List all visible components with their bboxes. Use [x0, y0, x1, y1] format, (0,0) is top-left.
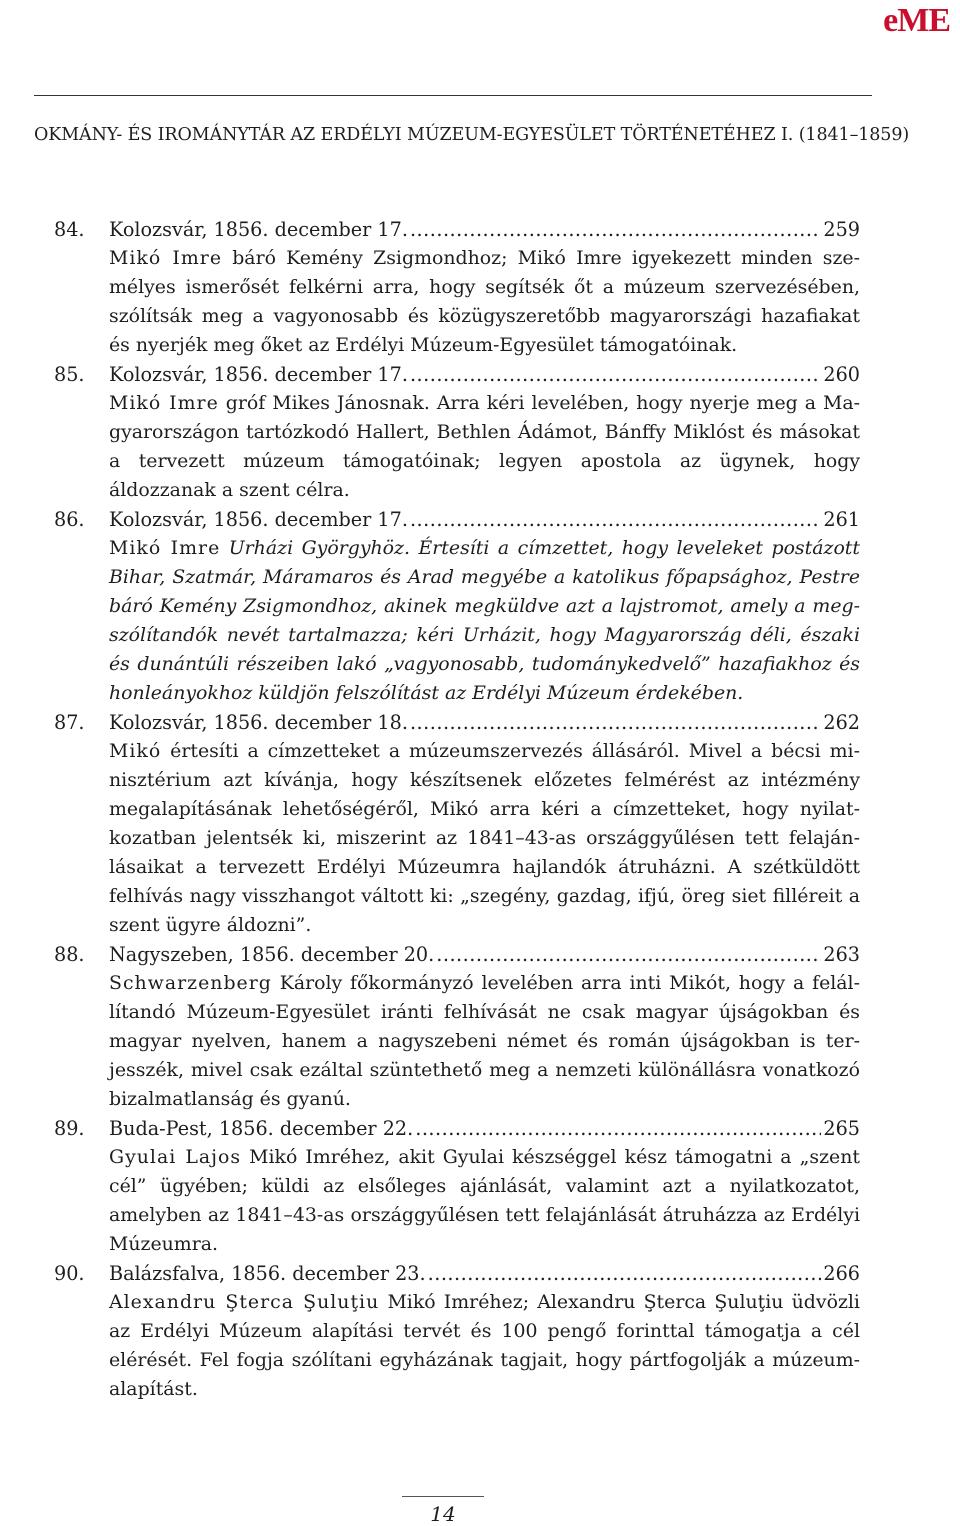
entry-place-date: Kolozsvár, 1856. december 18.	[109, 711, 408, 734]
dot-leader	[410, 505, 821, 534]
entry-summary: Mikó Imréhez, akit Gyulai készséggel kész támogatni a „szent cél” ügyében; küldi az elsőleges ajánlását, valamint azt a nyilatkozatot, amelyben az 1841–43-as országgyűlésen tett felajánlását átruházza az Erdélyi Múzeumra.	[109, 1146, 860, 1255]
entry-sender: Schwarzenberg	[109, 972, 272, 994]
entry-number: 85.	[54, 363, 85, 386]
footer-rule	[402, 1496, 484, 1497]
dot-leader	[436, 940, 821, 969]
toc-entry-84	[54, 215, 860, 360]
entry-sender: Mikó Imre	[109, 392, 219, 414]
publisher-logo: eME	[883, 2, 950, 39]
entry-description	[109, 1143, 860, 1259]
toc-entry-90	[54, 1259, 860, 1404]
entry-sender: Mikó Imre	[109, 247, 222, 269]
entry-place-date: Kolozsvár, 1856. december 17.	[109, 508, 408, 531]
entry-description	[109, 534, 860, 708]
dot-leader	[415, 1114, 821, 1143]
entry-number: 90.	[54, 1262, 85, 1285]
entry-number: 87.	[54, 711, 85, 734]
entry-number: 84.	[54, 218, 85, 241]
entry-summary: Értesíti a címzettet, hogy leveleket postázott Bihar, Szatmár, Máramaros és Arad megyébe a katolikus főpapsághoz, Pestre báró Kemény Zsigmondhoz, akinek megküldve azt a lajstromot, amely a megszólítandók nevét tartalmazza; kéri Urházit, hogy Magyarország déli, északi és dunántúli részeiben lakó „vagyonosabb, tudománykedvelő” hazafiakhoz és honleányokhoz küldjön felszólítást az Erdélyi Múzeum érdekében.	[109, 537, 860, 704]
toc-entry-86	[54, 505, 860, 708]
entry-sender: Gyulai Lajos	[109, 1146, 242, 1168]
entry-page: 261	[823, 508, 860, 531]
entry-description	[109, 737, 860, 940]
page-number: 14	[430, 1502, 456, 1526]
entry-recipient: gróf Mikes Jánosnak.	[225, 392, 430, 414]
entry-description	[109, 969, 860, 1114]
dot-leader	[410, 708, 821, 737]
entry-number: 89.	[54, 1117, 85, 1140]
entry-summary: Arra kéri levelében, hogy nyerje meg a Magyarországon tartózkodó Hallert, Bethlen Ádámot, Bánffy Miklóst és másokat a tervezett múzeum támogatóinak; legyen apostola az ügynek, hogy áldozzanak a szent célra.	[109, 392, 860, 501]
header-rule	[34, 95, 872, 96]
entry-page: 260	[823, 363, 860, 386]
entry-summary: Károly főkormányzó levelében arra inti Mikót, hogy a felállítandó Múzeum-Egyesület iránti felhívását ne csak magyar újságokban és magyar nyelven, hanem a nagyszebeni német és román újságokban is terjesszék, mivel csak ezáltal szüntethető meg a nemzeti különállásra vonatkozó bizalmatlanság és gyanú.	[109, 972, 860, 1110]
entry-summary: báró Kemény Zsigmondhoz; Mikó Imre igyekezett minden személyes ismerősét felkérni arra, hogy segítsék őt a múzeum szervezésében, szólítsák meg a vagyonosabb és közügyszeretőbb magyarországi hazafiakat és nyerjék meg őket az Erdélyi Múzeum-Egyesület támogatóinak.	[109, 247, 860, 356]
entry-place-date: Kolozsvár, 1856. december 17.	[109, 363, 408, 386]
running-title: OKMÁNY- ÉS IROMÁNYTÁR AZ ERDÉLYI MÚZEUM-EGYESÜLET TÖRTÉNETÉHEZ I. (1841–1859)	[34, 125, 910, 145]
entry-summary: értesíti a címzetteket a múzeumszervezés állásáról. Mivel a bécsi minisztérium azt kívánja, hogy készítsenek előzetes felmérést az intézmény megalapításának lehetőségéről, Mikó arra kéri a címzetteket, hogy nyilatkozatban jelentsék ki, miszerint az 1841–43-as országgyűlésen tett felajánlásaikat a tervezett Erdélyi Múzeumra hajlandók átruházni. A szétküldött felhívás nagy visszhangot váltott ki: „szegény, gazdag, ifjú, öreg siet filléreit a szent ügyre áldozni”.	[109, 740, 860, 936]
entry-sender: Alexandru Şterca Şuluţiu	[109, 1291, 380, 1313]
entry-sender: Mikó Imre	[109, 537, 221, 559]
entry-number: 86.	[54, 508, 85, 531]
entry-sender: Mikó	[109, 740, 162, 762]
entry-description	[109, 244, 860, 360]
toc-entry-87	[54, 708, 860, 940]
entry-place-date: Buda-Pest, 1856. december 22.	[109, 1117, 414, 1140]
entry-page: 262	[823, 711, 860, 734]
entry-description	[109, 1288, 860, 1404]
entry-page: 265	[823, 1117, 860, 1140]
dot-leader	[428, 1259, 822, 1288]
toc-entry-89	[54, 1114, 860, 1259]
toc-entry-85	[54, 360, 860, 505]
entry-summary: Mikó Imréhez; Alexandru Şterca Şuluţiu üdvözli az Erdélyi Múzeum alapítási tervét és 100 pengő forinttal támogatja a cél elérését. Fel fogja szólítani egyházának tagjait, hogy pártfogolják a múzeumalapítást.	[109, 1291, 860, 1400]
entry-number: 88.	[54, 943, 85, 966]
entry-place-date: Nagyszeben, 1856. december 20.	[109, 943, 435, 966]
table-of-contents	[54, 215, 860, 1404]
entry-place-date: Balázsfalva, 1856. december 23.	[109, 1262, 426, 1285]
entry-page: 263	[823, 943, 860, 966]
entry-page: 259	[823, 218, 860, 241]
dot-leader	[410, 215, 821, 244]
entry-recipient: Urházi Györgyhöz.	[228, 537, 411, 559]
toc-entry-88	[54, 940, 860, 1114]
entry-page: 266	[823, 1262, 860, 1285]
entry-description	[109, 389, 860, 505]
entry-place-date: Kolozsvár, 1856. december 17.	[109, 218, 408, 241]
dot-leader	[410, 360, 821, 389]
